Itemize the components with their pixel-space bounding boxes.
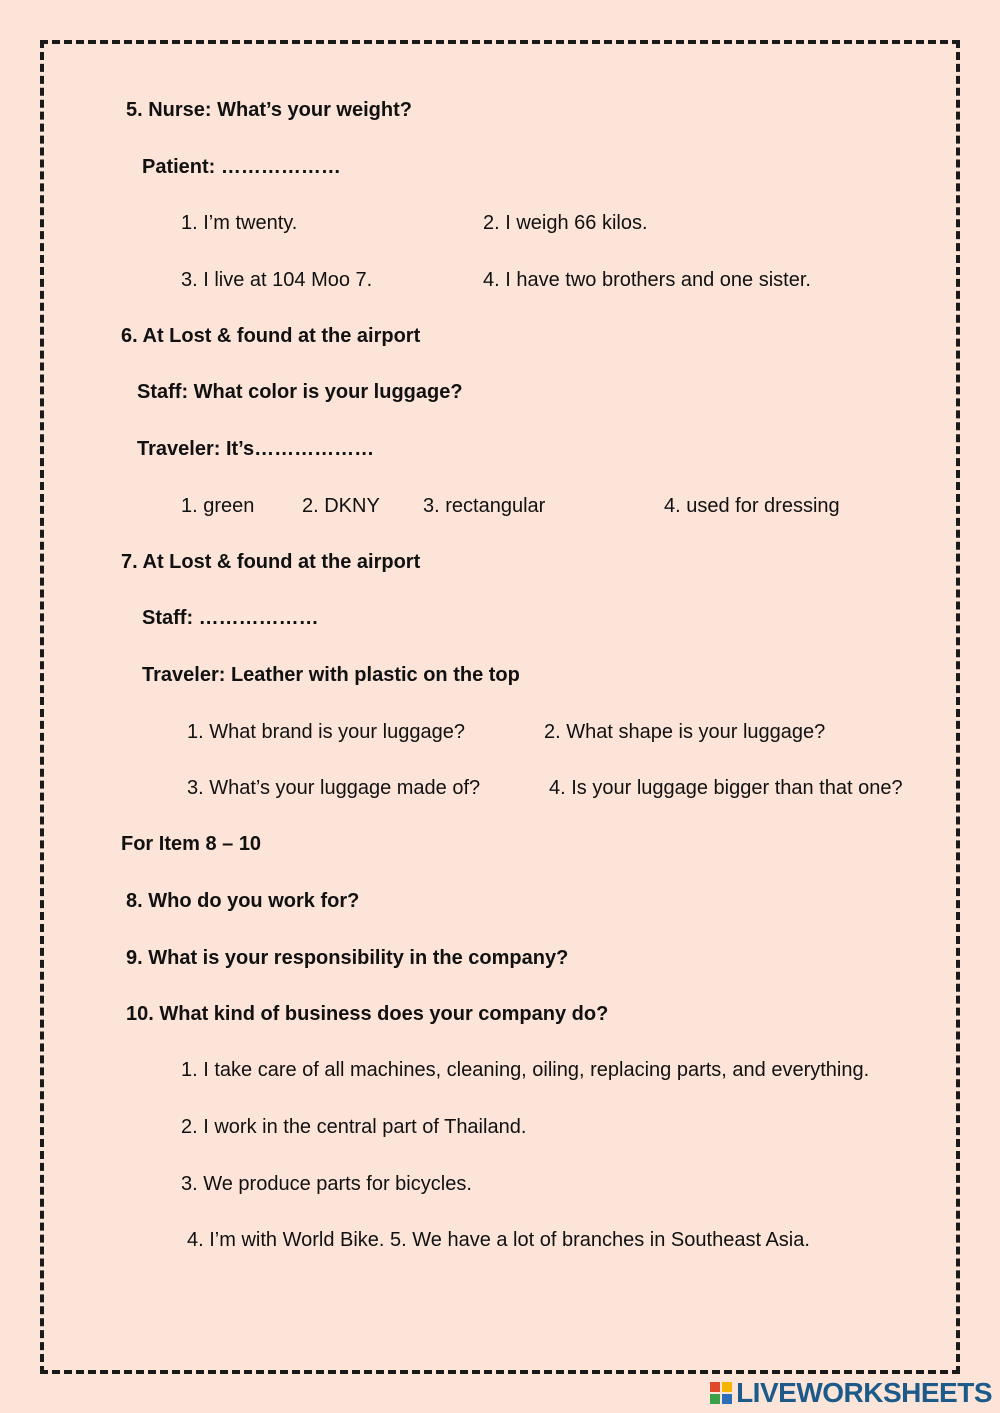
q5-option-1: 1. I’m twenty. bbox=[181, 212, 298, 234]
q5-response: Patient: ……………… bbox=[142, 156, 341, 178]
q7-traveler: Traveler: Leather with plastic on the top bbox=[142, 664, 520, 686]
q7-prompt: 7. At Lost & found at the airport bbox=[121, 551, 421, 573]
logo-square bbox=[722, 1382, 732, 1392]
logo-square bbox=[710, 1394, 720, 1404]
q6-traveler: Traveler: It’s……………… bbox=[137, 438, 375, 460]
q6-option-4: 4. used for dressing bbox=[664, 495, 840, 517]
q6-prompt: 6. At Lost & found at the airport bbox=[121, 325, 421, 347]
items-8-10-option-3: 3. We produce parts for bicycles. bbox=[181, 1173, 472, 1195]
q7-staff: Staff: ……………… bbox=[142, 607, 319, 629]
logo-square bbox=[722, 1394, 732, 1404]
q5-option-4: 4. I have two brothers and one sister. bbox=[483, 269, 811, 291]
items-8-10-option-4: 4. I’m with World Bike. 5. We have a lot of branches in Southeast Asia. bbox=[187, 1229, 810, 1251]
q5-option-2: 2. I weigh 66 kilos. bbox=[483, 212, 648, 234]
q7-option-4: 4. Is your luggage bigger than that one? bbox=[549, 777, 903, 799]
q9-prompt: 9. What is your responsibility in the company? bbox=[126, 947, 569, 969]
logo-squares-icon bbox=[710, 1382, 732, 1404]
q5-prompt: 5. Nurse: What’s your weight? bbox=[126, 99, 412, 121]
q7-option-3: 3. What’s your luggage made of? bbox=[187, 777, 481, 799]
q8-prompt: 8. Who do you work for? bbox=[126, 890, 360, 912]
q7-option-2: 2. What shape is your luggage? bbox=[544, 721, 826, 743]
q5-option-3: 3. I live at 104 Moo 7. bbox=[181, 269, 373, 291]
logo-text: LIVEWORKSHEETS bbox=[736, 1377, 992, 1408]
q6-staff: Staff: What color is your luggage? bbox=[137, 381, 463, 403]
q6-option-1: 1. green bbox=[181, 495, 255, 517]
items-8-10-header: For Item 8 – 10 bbox=[121, 833, 262, 855]
liveworksheets-logo bbox=[710, 1379, 992, 1407]
items-8-10-option-1: 1. I take care of all machines, cleaning, oiling, replacing parts, and everything. bbox=[181, 1059, 870, 1081]
logo-square bbox=[710, 1382, 720, 1392]
q6-option-2: 2. DKNY bbox=[302, 495, 380, 517]
dashed-border-frame bbox=[40, 40, 960, 1374]
q7-option-1: 1. What brand is your luggage? bbox=[187, 721, 465, 743]
items-8-10-option-2: 2. I work in the central part of Thailand. bbox=[181, 1116, 527, 1138]
q6-option-3: 3. rectangular bbox=[423, 495, 546, 517]
q10-prompt: 10. What kind of business does your company do? bbox=[126, 1003, 609, 1025]
